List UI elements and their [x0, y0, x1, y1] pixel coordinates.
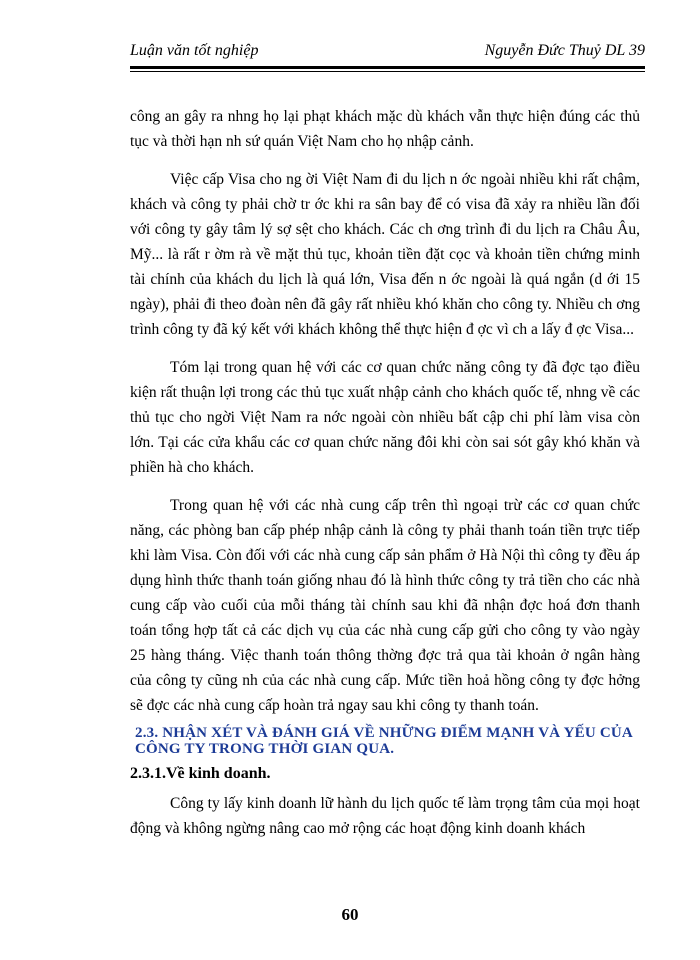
header-author: Nguyễn Đức Thuỷ DL 39 [484, 42, 645, 59]
header-thesis-label: Luận văn tốt nghiệp [130, 42, 259, 59]
header-rule-thick [130, 66, 645, 69]
header-rule-thin [130, 71, 645, 72]
paragraph-2: Việc cấp Visa cho ng ời Việt Nam đi du lịch n ớc ngoài nhiều khi rất chậm, khách và công ty phải chờ tr ớc khi ra sân bay để có visa đã xảy ra nhiều lần đối với công ty gây tâm lý sợ sệt cho khách. Các ch ơng trình đi du lịch ra Châu Âu, Mỹ... là rất r ờm rà về mặt thủ tục, khoản tiền đặt cọc và khoản tiền chứng minh tài chính của khách du lịch là quá lớn, Visa đến n ớc ngoài là quá ngắn (d ới 15 ngày), phải đi theo đoàn nên đã gây rất nhiều khó khăn cho công ty. Nhiều ch ơng trình công ty đã ký kết với khách không thể thực hiện đ ợc vì ch a lấy đ ợc Visa... [130, 171, 640, 338]
page-body [130, 104, 640, 841]
paragraph-3: Tóm lại trong quan hệ với các cơ quan chức năng công ty đã đợc tạo điều kiện rất thuận lợi trong các thủ tục xuất nhập cảnh cho khách quốc tế, nhng về các thủ tục cho ngời Việt Nam ra nớc ngoài còn nhiều bất cập chi phí làm visa còn lớn. Tại các cửa khẩu các cơ quan chức năng đôi khi còn sai sót gây khó khăn và phiền hà cho khách. [130, 359, 640, 476]
paragraph-5: Công ty lấy kinh doanh lữ hành du lịch quốc tế làm trọng tâm của mọi hoạt động và không ngừng nâng cao mở rộng các hoạt động kinh doanh khách [130, 795, 640, 837]
paragraph-1: công an gây ra nhng họ lại phạt khách mặc dù khách vẫn thực hiện đúng các thủ tục và thời hạn nh sứ quán Việt Nam cho họ nhập cảnh. [130, 108, 640, 150]
page-header [130, 38, 645, 68]
paragraph-4: Trong quan hệ với các nhà cung cấp trên thì ngoại trừ các cơ quan chức năng, các phòng ban cấp phép nhập cảnh là công ty phải thanh toán tiền trực tiếp khi làm Visa. Còn đối với các nhà cung cấp sản phẩm ở Hà Nội thì công ty đều áp dụng hình thức thanh toán giống nhau đó là hình thức công ty trả tiền cho các nhà cung cấp vào cuối của mỗi tháng tài chính sau khi đã nhận đợc hoá đơn thanh toán tổng hợp tất cả các dịch vụ của các nhà cung cấp gửi cho công ty vào ngày 25 hàng tháng. Việc thanh toán thông thờng đợc trả qua tài khoản ở ngân hàng của công ty cũng nh của các nhà cung cấp. Mức tiền hoả hồng công ty đợc hởng sẽ đợc các nhà cung cấp hoàn trả ngay sau khi công ty thanh toán. [130, 497, 640, 714]
section-heading: 2.3. NHẬN XÉT VÀ ĐÁNH GIÁ VỀ NHỮNG ĐIỂM MẠNH VÀ YẾU CỦA CÔNG TY TRONG THỜI GIAN QUA. [135, 725, 633, 757]
page-number: 60 [341, 905, 359, 924]
subsection-heading: 2.3.1.Về kinh doanh. [130, 765, 271, 782]
